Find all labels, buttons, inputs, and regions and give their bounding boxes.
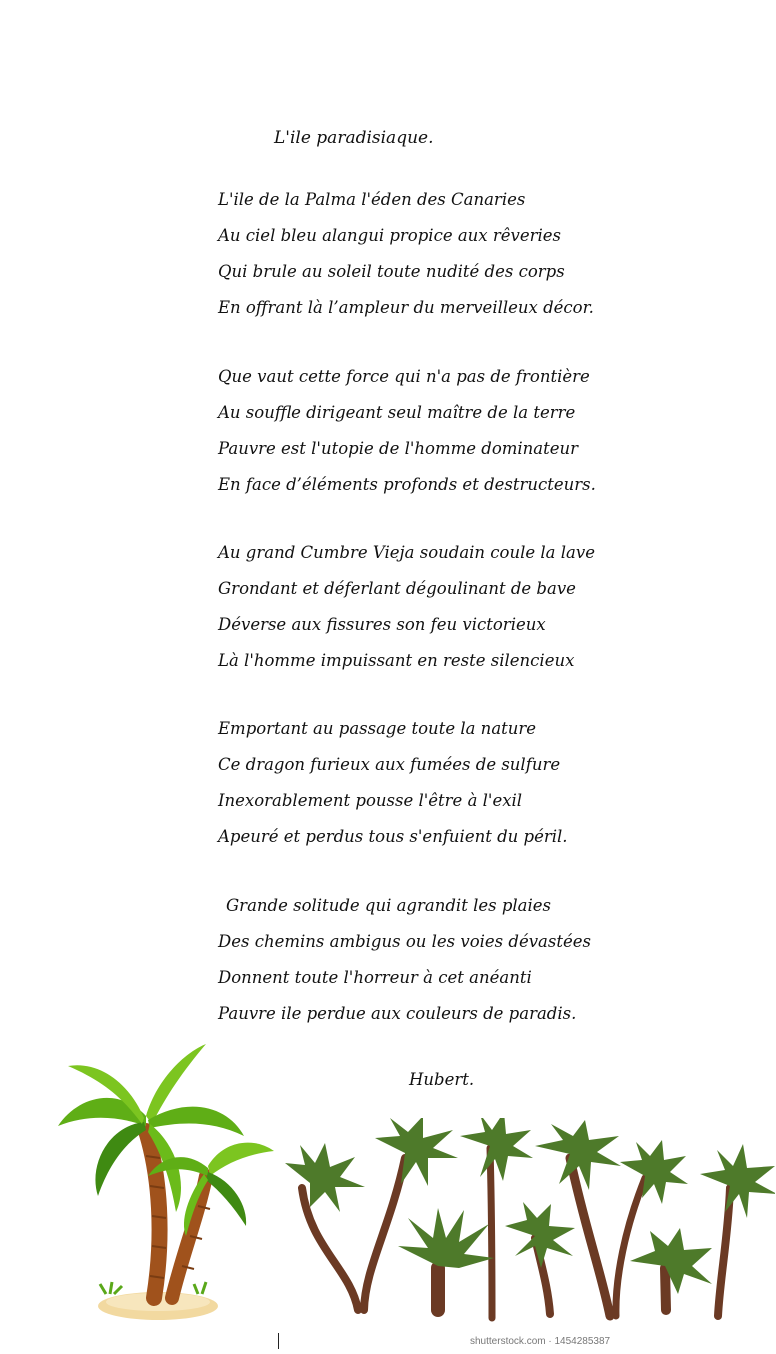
stanza-5 [218, 894, 591, 1038]
stanza-4 [218, 717, 568, 861]
poem-signature: Hubert. [409, 1070, 475, 1089]
poem-line: Apeuré et perdus tous s'enfuient du péril. [218, 827, 568, 846]
stanza-1 [218, 188, 594, 332]
poem-title: L'ile paradisiaque. [274, 128, 434, 148]
palm-island-illustration [48, 1036, 283, 1326]
poem-line: En offrant là l’ampleur du merveilleux décor. [218, 298, 594, 317]
poem-line: L'ile de la Palma l'éden des Canaries [218, 190, 526, 209]
poem-line: Là l'homme impuissant en reste silencieux [218, 651, 575, 670]
poem-line: Pauvre ile perdue aux couleurs de paradis. [218, 1004, 577, 1023]
poem-line: Des chemins ambigus ou les voies dévastées [218, 932, 591, 951]
poem-line: Déverse aux fissures son feu victorieux [218, 615, 546, 634]
text-cursor [278, 1333, 279, 1349]
poem-line: Donnent toute l'horreur à cet anéanti [218, 968, 532, 987]
poem-line: Au souffle dirigeant seul maître de la terre [218, 403, 576, 422]
palm-row-illustration [280, 1118, 775, 1328]
poem-line: Ce dragon furieux aux fumées de sulfure [218, 755, 561, 774]
poem-line: Emportant au passage toute la nature [218, 719, 537, 738]
stanza-3 [218, 541, 595, 685]
poem-line: En face d’éléments profonds et destructeurs. [218, 475, 596, 494]
poem-line: Grande solitude qui agrandit les plaies [226, 896, 552, 915]
stanza-2 [218, 365, 596, 509]
poem-line: Pauvre est l'utopie de l'homme dominateur [218, 439, 579, 458]
poem-line: Grondant et déferlant dégoulinant de bave [218, 579, 576, 598]
poem-line: Qui brule au soleil toute nudité des corps [218, 262, 565, 281]
watermark: shutterstock.com · 1454285387 [470, 1336, 611, 1347]
poem-line: Au grand Cumbre Vieja soudain coule la lave [218, 543, 595, 562]
poem-line: Au ciel bleu alangui propice aux rêveries [218, 226, 561, 245]
poem-line: Que vaut cette force qui n'a pas de frontière [218, 367, 590, 386]
poem-line: Inexorablement pousse l'être à l'exil [218, 791, 523, 810]
